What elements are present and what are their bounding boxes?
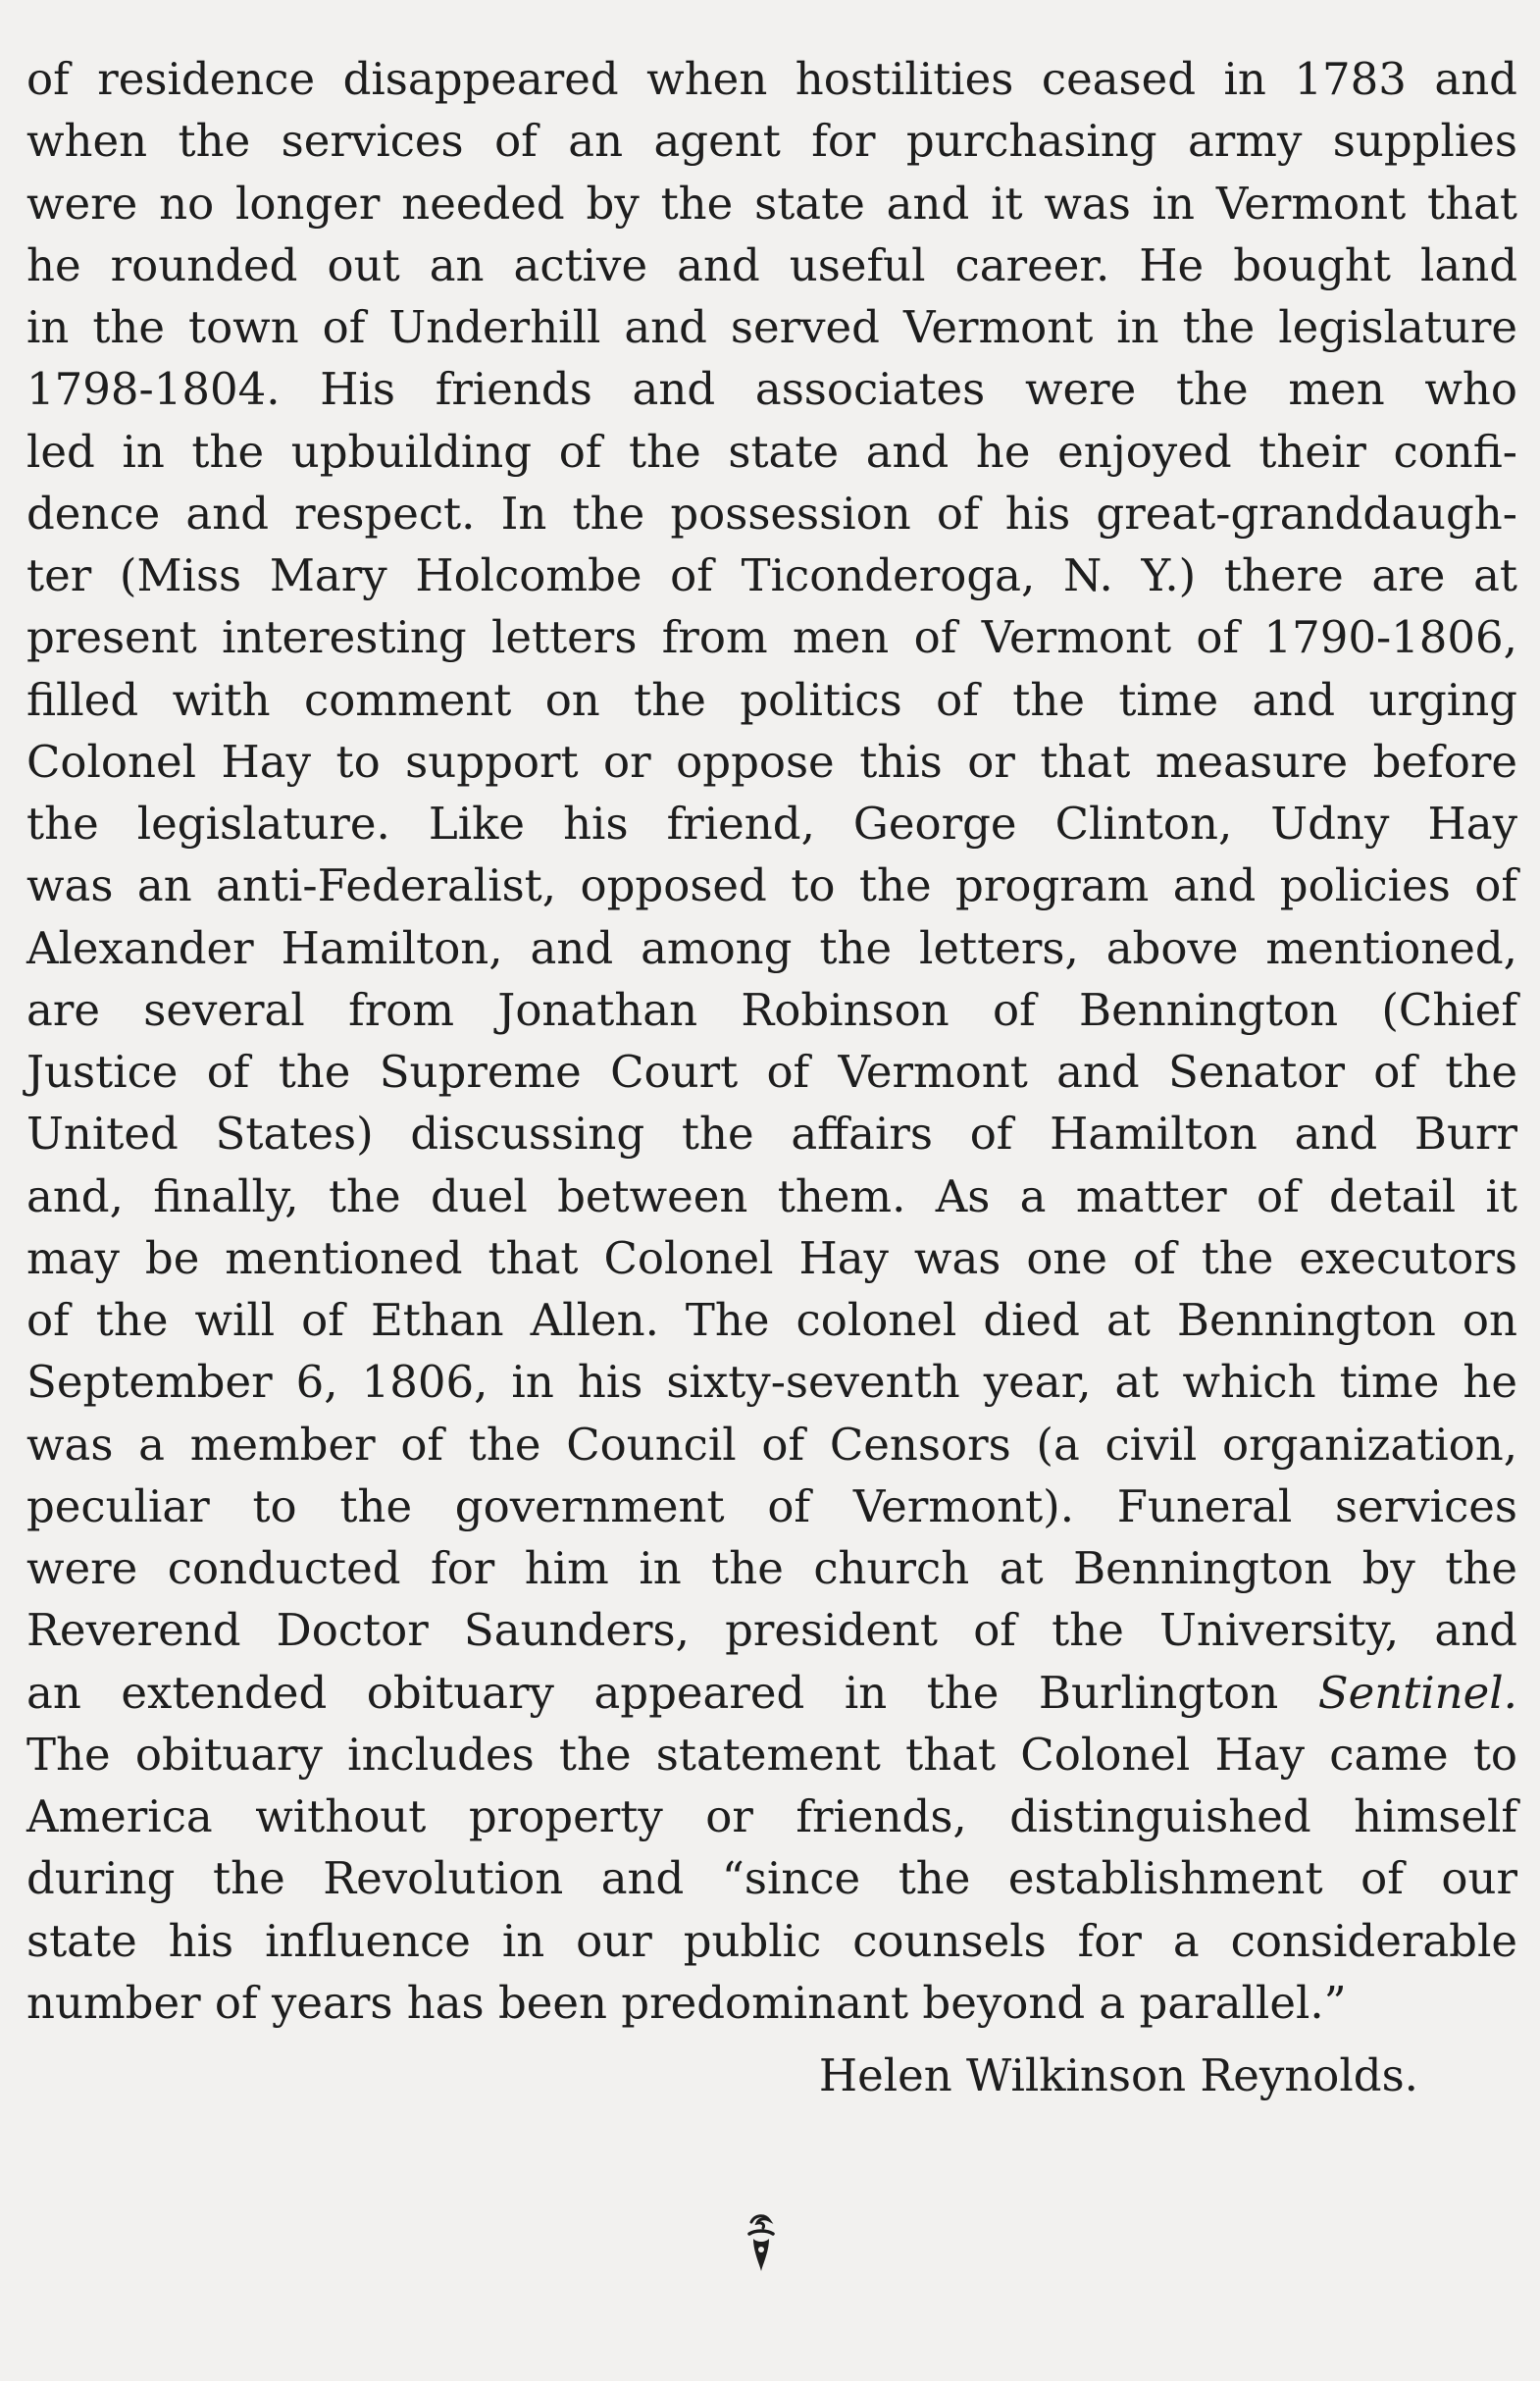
- text-line-13: the legislature. Like his friend, George Clinton, Udny Hay: [26, 798, 1517, 850]
- text-line-14: was an anti-Federalist, opposed to the program and policies of: [26, 859, 1517, 912]
- text-line-24: peculiar to the government of Vermont). Funeral services: [26, 1479, 1517, 1532]
- text-line-5: in the town of Underhill and served Vermont in the legislature: [26, 301, 1517, 353]
- text-line-23: was a member of the Council of Censors (a civil organization,: [26, 1418, 1517, 1471]
- text-line-30: during the Revolution and “since the establishment of our: [26, 1852, 1517, 1905]
- text-line-11: filled with comment on the politics of the time and urging: [26, 673, 1517, 726]
- text-line-3: were no longer needed by the state and it was in Vermont that: [26, 177, 1517, 230]
- article-body: [26, 48, 1517, 2034]
- author-signature: Helen Wilkinson Reynolds.: [818, 2049, 1418, 2101]
- text-line-1: of residence disappeared when hostilities ceased in 1783 and: [26, 53, 1517, 105]
- text-line-7: led in the upbuilding of the state and he enjoyed their confi-: [26, 425, 1517, 478]
- text-line-2: when the services of an agent for purchasing army supplies: [26, 115, 1517, 168]
- text-line-26: Reverend Doctor Saunders, president of the University, and: [26, 1604, 1517, 1657]
- text-line-18: United States) discussing the affairs of Hamilton and Burr: [26, 1108, 1517, 1161]
- document-page: [26, 48, 1517, 2101]
- text-line-27: [26, 1662, 1517, 1724]
- text-line-25: were conducted for him in the church at Bennington by the: [26, 1542, 1517, 1594]
- text-line-31: state his influence in our public counsels for a considerable: [26, 1914, 1517, 1967]
- text-line-15: Alexander Hamilton, and among the letters, above mentioned,: [26, 921, 1517, 974]
- text-line-10: present interesting letters from men of Vermont of 1790-1806,: [26, 611, 1517, 664]
- text-line-19: and, finally, the duel between them. As a matter of detail it: [26, 1169, 1517, 1222]
- text-line-8: dence and respect. In the possession of his great-granddaugh-: [26, 487, 1517, 540]
- text-line-16: are several from Jonathan Robinson of Bennington (Chief: [26, 983, 1517, 1036]
- text-line-20: may be mentioned that Colonel Hay was one of the executors: [26, 1231, 1517, 1284]
- text-line-22: September 6, 1806, in his sixty-seventh year, at which time he: [26, 1356, 1517, 1409]
- text-line-12: Colonel Hay to support or oppose this or that measure before: [26, 735, 1517, 788]
- newspaper-title: Sentinel.: [1317, 1666, 1517, 1719]
- text-line-21: of the will of Ethan Allen. The colonel died at Bennington on: [26, 1294, 1517, 1346]
- text-line-32: number of years has been predominant beyond a parallel.”: [26, 1976, 1347, 2029]
- text-line-4: he rounded out an active and useful career. He bought land: [26, 238, 1517, 291]
- text-line-28: The obituary includes the statement that Colonel Hay came to: [26, 1728, 1517, 1781]
- text-line-29: America without property or friends, distinguished himself: [26, 1790, 1517, 1842]
- text-line-6: 1798-1804. His friends and associates were the men who: [26, 363, 1517, 416]
- text-line-17: Justice of the Supreme Court of Vermont and Senator of the: [26, 1046, 1517, 1098]
- text-line-9: ter (Miss Mary Holcombe of Ticonderoga, N. Y.) there are at: [26, 549, 1517, 601]
- fleuron-icon: [742, 2212, 781, 2275]
- text-line-27-main: an extended obituary appeared in the Burlington: [26, 1666, 1279, 1719]
